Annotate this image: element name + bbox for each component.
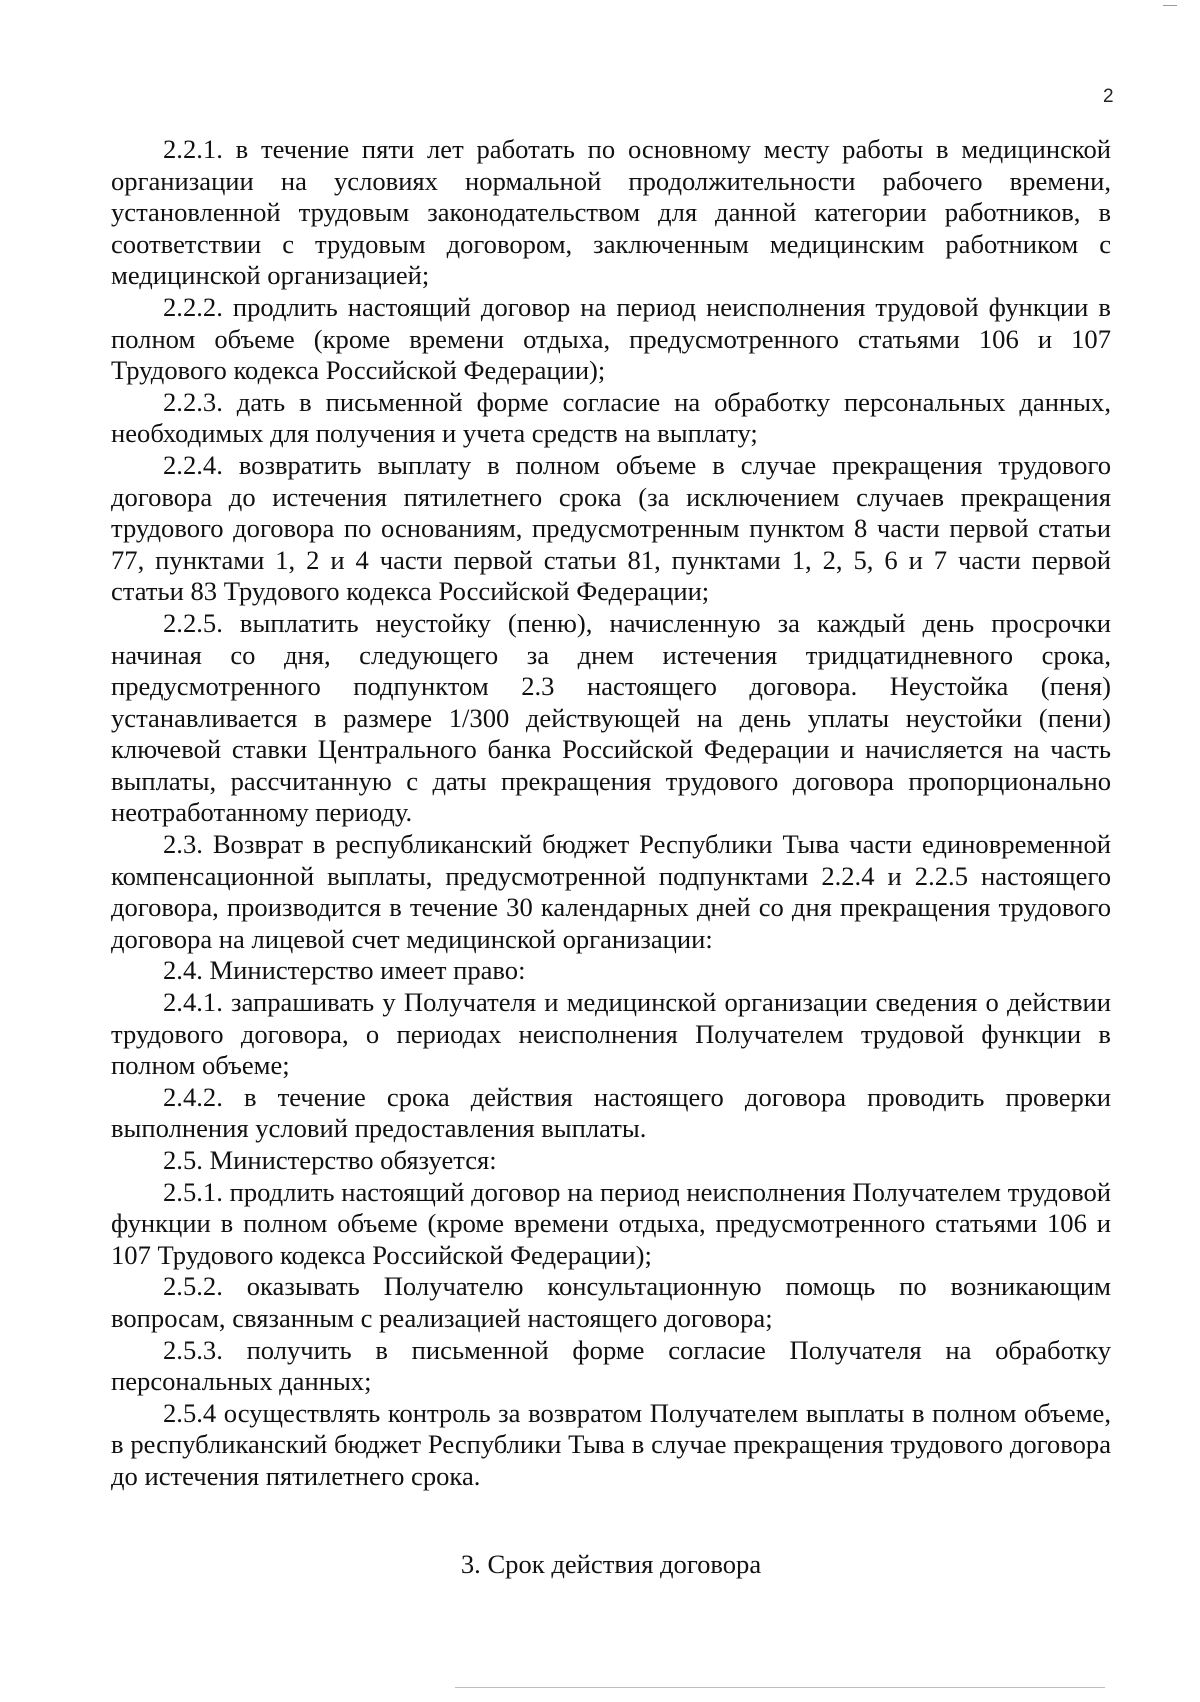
section-heading: 3. Срок действия договора — [460, 1549, 762, 1579]
page-number: 2 — [1103, 86, 1114, 107]
paragraph-2-2-2: 2.2.2. продлить настоящий договор на период неисполнения трудовой функции в полном объеме (кроме времени отдыха, предусмотренного статьями 106 и 107 Трудового кодекса Российской Федерации); — [111, 291, 1111, 386]
paragraph-2-4-2: 2.4.2. в течение срока действия настоящего договора проводить проверки выполнения условий предоставления выплаты. — [111, 1081, 1111, 1144]
paragraph-2-5-1: 2.5.1. продлить настоящий договор на период неисполнения Получателем трудовой функции в полном объеме (кроме времени отдыха, предусмотренного статьями 106 и 107 Трудового кодекса Российской Федерации); — [111, 1176, 1111, 1270]
paragraph-2-2-3: 2.2.3. дать в письменной форме согласие на обработку персональных данных, необходимых для получения и учета средств на выплату; — [111, 386, 1111, 449]
paragraph-2-3: 2.3. Возврат в республиканский бюджет Республики Тыва части единовременной компенсационной выплаты, предусмотренной подпунктами 2.2.4 и 2.2.5 настоящего договора, производится в течение 30 календарных дней со дня прекращения трудового договора на лицевой счет медицинской организации: — [111, 829, 1111, 954]
paragraph-2-5-4: 2.5.4 осуществлять контроль за возвратом Получателем выплаты в полном объеме, в республиканский бюджет Республики Тыва в случае прекращения трудового договора до истечения пятилетнего срока. — [111, 1397, 1111, 1491]
paragraph-2-4: 2.4. Министерство имеет право: — [163, 955, 526, 986]
paragraph-2-2-4: 2.2.4. возвратить выплату в полном объеме в случае прекращения трудового договора до истечения пятилетнего срока (за исключением случаев прекращения трудового договора по основаниям, предусмотренным пунктом 8 части первой статьи 77, пунктами 1, 2 и 4 части первой статьи 81, пунктами 1, 2, 5, 6 и 7 части первой статьи 83 Трудового кодекса Российской Федерации; — [111, 449, 1111, 607]
bottom-divider — [455, 1687, 1105, 1688]
paragraph-2-5: 2.5. Министерство обязуется: — [163, 1145, 497, 1175]
scan-mark — [1163, 5, 1177, 6]
document-body — [111, 134, 1111, 1493]
paragraph-2-5-2: 2.5.2. оказывать Получателю консультационную помощь по возникающим вопросам, связанным с реализацией настоящего договора; — [111, 1271, 1111, 1333]
paragraph-2-2-1: 2.2.1. в течение пяти лет работать по основному месту работы в медицинской организации на условиях нормальной продолжительности рабочего времени, установленной трудовым законодательством для данной категории работников, в соответствии с трудовым договором, заключенным медицинским работником с медицинской организацией; — [111, 134, 1111, 291]
paragraph-2-4-1: 2.4.1. запрашивать у Получателя и медицинской организации сведения о действии трудового договора, о периодах неисполнения Получателем трудовой функции в полном объеме; — [111, 987, 1111, 1081]
paragraph-2-5-3: 2.5.3. получить в письменной форме согласие Получателя на обработку персональных данных; — [111, 1334, 1111, 1397]
paragraph-2-2-5: 2.2.5. выплатить неустойку (пеню), начисленную за каждый день просрочки начиная со дня, следующего за днем истечения тридцатидневного срока, предусмотренного подпунктом 2.3 настоящего договора. Неустойка (пеня) устанавливается в размере 1/300 действующей на день уплаты неустойки (пени) ключевой ставки Центрального банка Российской Федерации и начисляется на часть выплаты, рассчитанную с даты прекращения трудового договора пропорционально неотработанному периоду. — [111, 607, 1111, 828]
